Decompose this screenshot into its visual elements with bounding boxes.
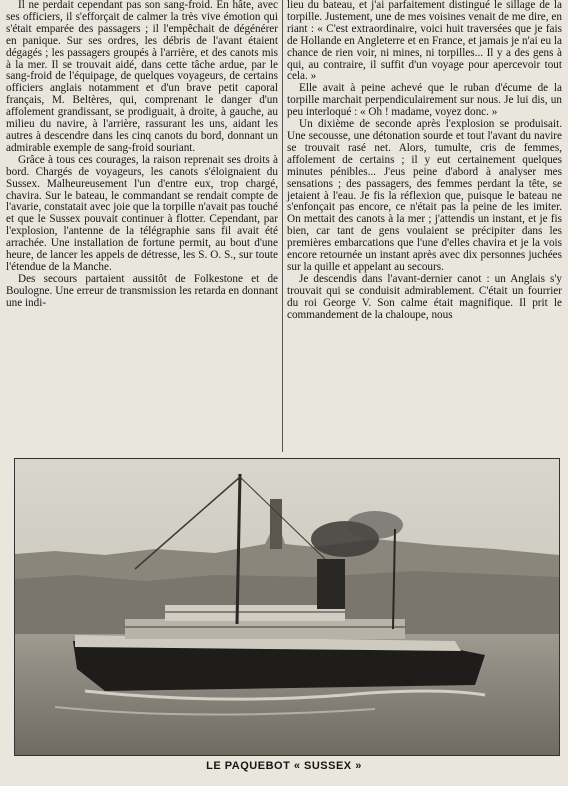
steamship-illustration bbox=[15, 459, 559, 755]
paragraph: Je descendis dans l'avant-dernier canot : un Anglais s'y trouvait qui se conduisit admirablement. C'était un fourrier du roi George V. Son calme était magnifique. Il prit le commandement de la chaloupe, nous bbox=[287, 272, 562, 321]
column-divider bbox=[282, 0, 283, 452]
paragraph: Il ne perdait cependant pas son sang-froid. En hâte, avec ses officiers, il s'efforçait de calmer la très vive émotion qui s'était emparée des passagers ; il l'empêchait de dégénérer en panique. Sur ses ordres, les débris de l'avant étaient dégagés ; les passagers groupés à l'arrière, et des canots mis à la mer. Il se trouvait aidé, dans cette tâche ardue, par le sang-froid de l'équipage, de quelques voyageurs, de certains officiers anglais notamment et d'un brave petit caporal français, M. Beltères, qui, comprenant le danger d'un affolement grandissant, se prodiguait, à droite, à gauche, au milieu du navire, à l'arrière, rassurant les uns, aidant les autres à descendre dans les cinq canots du bord, donnant un admirable exemple de sang-froid souriant. bbox=[6, 0, 278, 154]
paragraph: Elle avait à peine achevé que le ruban d'écume de la torpille marchait perpendiculairement sur nous. Je lui dis, un peu interloqué : « Oh ! madame, voyez donc. » bbox=[287, 82, 562, 119]
steamship-photo bbox=[14, 458, 560, 756]
paragraph: Un dixième de seconde après l'explosion se produisait. Une secousse, une détonation sourde et tout l'avant du navire se trouvait rasé net. Alors, tumulte, cris de femmes, affolement de certains ; il y eut certainement quelques minutes pénibles... J'eus peine d'abord à analyser mes sensations ; des passagers, des femmes perdant la tête, se jetaient à l'eau. Je fis la réflexion que, puisque le bateau ne s'enfonçait pas encore, ce n'était pas la peine de les imiter. On mettait des canots à la mer ; j'attendis un instant, et je fis bien, car tant de gens voulaient se précipiter dans les premières embarcations que l'une d'elles chavira et je la vois encore retournée un instant après avec dix personnes juchées sur la quille et appelant au secours. bbox=[287, 118, 562, 273]
paragraph: lieu du bateau, et j'ai parfaitement distingué le sillage de la torpille. Justement, une de mes voisines venait de me dire, en riant : « C'est extraordinaire, voici huit traversées que je fais de Hollande en Angleterre et en France, et jamais je n'ai eu la chance de rien voir, ni mines, ni torpilles... Il y a des gens à qui, au contraire, il suffit d'un voyage pour apercevoir tout cela. » bbox=[287, 0, 562, 83]
photo-caption: LE PAQUEBOT « SUSSEX » bbox=[206, 760, 362, 772]
paragraph: Grâce à tous ces courages, la raison reprenait ses droits à bord. Chargés de voyageurs, les canots s'éloignaient du Sussex. Malheureusement l'un d'entre eux, trop chargé, chavira. Sur le bateau, le commandant se rendait compte de l'avarie, constatait avec joie que la torpille n'avait pas touché et que le Sussex pouvait continuer à flotter. Cependant, par l'explosion, l'antenne de la télégraphie sans fil avait été arrachée. Une installation de fortune permit, au bout d'une heure, de lancer les appels de détresse, les S. O. S., sur toute l'étendue de la Manche. bbox=[6, 153, 278, 273]
paragraph: Des secours partaient aussitôt de Folkestone et de Boulogne. Une erreur de transmission les retarda en donnant une indi- bbox=[6, 272, 278, 309]
right-text-column bbox=[287, 0, 562, 321]
left-text-column bbox=[6, 0, 278, 310]
